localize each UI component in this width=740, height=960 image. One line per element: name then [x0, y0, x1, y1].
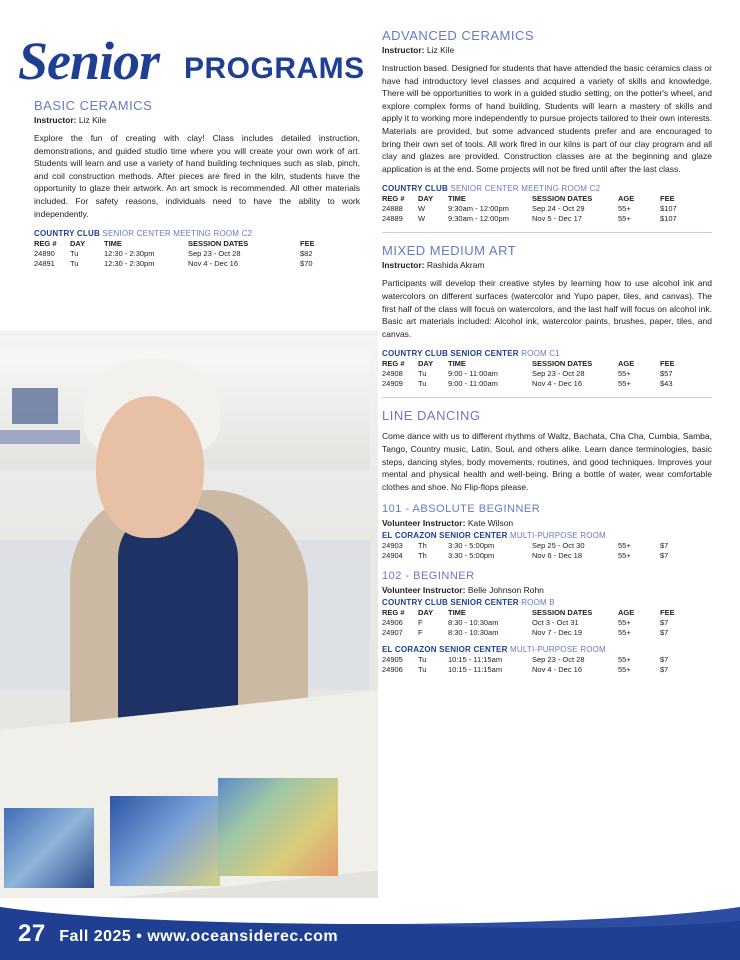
- cell: 24890: [34, 249, 55, 259]
- advanced-ceramics-instructor: [382, 45, 712, 56]
- instructor-label: Instructor:: [382, 45, 425, 55]
- col-reg: REG #: [34, 239, 57, 249]
- table-row: [382, 214, 702, 224]
- cell: 24906: [382, 618, 403, 628]
- location-name: COUNTRY CLUB: [382, 184, 448, 194]
- cell: $43: [660, 379, 673, 389]
- instructor-name: Liz Kile: [78, 115, 107, 125]
- cell: $57: [660, 369, 673, 379]
- location-name: COUNTRY CLUB SENIOR CENTER: [382, 349, 519, 359]
- table-row: [382, 379, 702, 389]
- watercolor-painting: [4, 808, 94, 888]
- cell: 55+: [618, 618, 631, 628]
- col-time: TIME: [104, 239, 122, 249]
- cell: 24903: [382, 541, 403, 551]
- cell: Nov 7 - Dec 19: [532, 628, 583, 638]
- basic-ceramics-description: Explore the fun of creating with clay! Class includes detailed instruction, demonstrations, and guided studio time where you will create your own work of art. Students will learn and use a variety of hand building techniques such as slab, pinch, and coil construction methods. After pieces are fired in the kiln, students have the opportunity to glaze their artwork. An art smock is recommended. All other materials included. For safety reasons, individuals need to have the ability to work independently.: [34, 133, 360, 219]
- footer-caption: Fall 2025 • www.oceansiderec.com: [59, 928, 339, 945]
- right-column: [382, 28, 712, 675]
- cell: 55+: [618, 214, 631, 224]
- mixed-medium-title: MIXED MEDIUM ART: [382, 243, 517, 259]
- col-dates: SESSION DATES: [532, 359, 593, 369]
- cell: 24906: [382, 665, 403, 675]
- table-row: [382, 541, 702, 551]
- cell: Tu: [418, 665, 427, 675]
- cell: $7: [660, 628, 669, 638]
- location-name: EL CORAZON SENIOR CENTER: [382, 645, 508, 655]
- col-age: AGE: [618, 608, 635, 618]
- cell: Th: [418, 551, 427, 561]
- col-time: TIME: [448, 608, 466, 618]
- divider: [382, 397, 712, 398]
- level-101-title: 101 - ABSOLUTE BEGINNER: [382, 503, 541, 516]
- basic-ceramics-schedule: [34, 239, 324, 269]
- page-number: 27: [18, 920, 46, 947]
- col-reg: REG #: [382, 359, 405, 369]
- cell: Oct 3 - Oct 31: [532, 618, 579, 628]
- cell: 24904: [382, 551, 403, 561]
- col-reg: REG #: [382, 194, 405, 204]
- instructor-name: Belle Johnson Rohn: [467, 585, 544, 596]
- cell: 55+: [618, 628, 631, 638]
- location-room: ROOM C1: [521, 349, 560, 359]
- advanced-ceramics-title: ADVANCED CERAMICS: [382, 28, 535, 43]
- cell: $107: [660, 204, 677, 214]
- cell: Sep 25 - Oct 30: [532, 541, 585, 551]
- page-title: [18, 30, 368, 90]
- cell: 8:30 - 10:30am: [448, 628, 499, 638]
- photo-face: [96, 396, 204, 538]
- mixed-medium-instructor: [382, 260, 712, 271]
- cell: 55+: [618, 204, 631, 214]
- instructor-name: Kate Wilson: [467, 518, 514, 529]
- location-room: MULTI-PURPOSE ROOM: [510, 531, 606, 541]
- location-name: EL CORAZON SENIOR CENTER: [382, 531, 508, 541]
- level-102-schedule-2: [382, 655, 702, 675]
- cell: 10:15 - 11:15am: [448, 655, 503, 665]
- cell: $70: [300, 259, 313, 269]
- col-time: TIME: [448, 359, 466, 369]
- basic-ceramics-location: [34, 228, 360, 239]
- instructor-name: Liz Kile: [426, 45, 455, 55]
- cell: Nov 6 - Dec 18: [532, 551, 583, 561]
- photo-detail: [12, 388, 58, 424]
- title-script: Senior: [18, 31, 160, 91]
- cell: 55+: [618, 369, 631, 379]
- instructor-label: Instructor:: [382, 260, 425, 271]
- mixed-medium-schedule: [382, 359, 702, 389]
- level-102-location-2: [382, 644, 712, 655]
- table-row: [382, 204, 702, 214]
- cell: 55+: [618, 655, 631, 665]
- cell: Nov 4 - Dec 16: [532, 379, 583, 389]
- table-header: [34, 239, 324, 249]
- cell: Sep 23 - Oct 28: [188, 249, 241, 259]
- table-row: [34, 249, 324, 259]
- cell: $7: [660, 655, 669, 665]
- table-header: [382, 608, 702, 618]
- cell: $107: [660, 214, 677, 224]
- advanced-ceramics-description: Instruction based. Designed for students that have attended the basic ceramics class or have had introductory level classes and acquired a variety of skills and knowledge. There will be opportunities to work in a guided studio setting, on the potter's wheel, and explore complex forms of hand building. Students will learn a mastery of skills and apply it to working more independently to pursue projects tailored to their own interests. Materials are provided, but some advanced students prefer and are encouraged to bring their own set of tools. All work fired in our kilns is part of our clay program and all clay and glazes are provided. Construction classes are at the beginning and glaze application is at the end. Some projects will not be fired until after the last class.: [382, 63, 712, 174]
- level-102-location: [382, 597, 712, 608]
- cell: Tu: [418, 655, 427, 665]
- cell: 9:30am - 12:00pm: [448, 204, 509, 214]
- col-reg: REG #: [382, 608, 405, 618]
- cell: 8:30 - 10:30am: [448, 618, 499, 628]
- cell: Nov 4 - Dec 16: [188, 259, 239, 269]
- col-dates: SESSION DATES: [532, 194, 593, 204]
- senior-photo: [0, 330, 378, 910]
- table-header: [382, 359, 702, 369]
- col-time: TIME: [448, 194, 466, 204]
- cell: Sep 23 - Oct 28: [532, 369, 585, 379]
- location-room: MULTI-PURPOSE ROOM: [510, 645, 606, 655]
- cell: 9:00 - 11:00am: [448, 369, 498, 379]
- cell: W: [418, 204, 426, 214]
- col-fee: FEE: [660, 359, 675, 369]
- col-dates: SESSION DATES: [188, 239, 249, 249]
- col-day: DAY: [70, 239, 86, 249]
- table-row: [382, 369, 702, 379]
- basic-ceramics-title: BASIC CERAMICS: [34, 98, 153, 113]
- cell: $82: [300, 249, 313, 259]
- cell: Tu: [418, 379, 427, 389]
- cell: 10:15 - 11:15am: [448, 665, 503, 675]
- cell: 24907: [382, 628, 403, 638]
- cell: 24909: [382, 379, 403, 389]
- page-footer: [0, 898, 740, 960]
- cell: 12:30 - 2:30pm: [104, 259, 155, 269]
- cell: Tu: [418, 369, 427, 379]
- table-row: [382, 628, 702, 638]
- cell: 3:30 - 5:00pm: [448, 541, 495, 551]
- cell: 9:30am - 12:00pm: [448, 214, 509, 224]
- col-age: AGE: [618, 194, 635, 204]
- cell: $7: [660, 618, 669, 628]
- cell: 55+: [618, 665, 631, 675]
- col-fee: FEE: [660, 608, 675, 618]
- col-age: AGE: [618, 359, 635, 369]
- advanced-ceramics-location: [382, 183, 712, 194]
- cell: Tu: [70, 249, 79, 259]
- table-row: [34, 259, 324, 269]
- table-row: [382, 655, 702, 665]
- instructor-name: Rashida Akram: [426, 260, 485, 271]
- table-row: [382, 551, 702, 561]
- line-dancing-title: LINE DANCING: [382, 408, 481, 424]
- location-room: SENIOR CENTER MEETING ROOM C2: [450, 184, 601, 194]
- cell: Nov 5 - Dec 17: [532, 214, 583, 224]
- cell: 24889: [382, 214, 403, 224]
- instructor-label: Volunteer Instructor:: [382, 585, 466, 596]
- instructor-label: Instructor:: [34, 115, 77, 125]
- watercolor-painting: [110, 796, 220, 886]
- table-row: [382, 665, 702, 675]
- level-101-instructor: [382, 518, 712, 529]
- level-102-schedule: [382, 608, 702, 638]
- level-102-instructor: [382, 585, 712, 596]
- location-room: ROOM B: [521, 598, 555, 608]
- col-fee: FEE: [300, 239, 315, 249]
- mixed-medium-description: Participants will develop their creative styles by learning how to use alcohol ink and watercolors on different surfaces (watercolor and Yupo paper, tiles, and canvas). The first half of the class will focus on watercolors, and the last half will focus on alcohol ink. Basic art materials included: Alcohol ink, watercolor paints, brushes, paper, tiles, and canvas.: [382, 278, 712, 339]
- location-room: SENIOR CENTER MEETING ROOM C2: [102, 229, 253, 239]
- divider: [382, 232, 712, 233]
- level-102-title: 102 - BEGINNER: [382, 570, 475, 583]
- watercolor-painting: [218, 778, 338, 876]
- cell: Sep 23 - Oct 28: [532, 655, 585, 665]
- cell: Nov 4 - Dec 16: [532, 665, 583, 675]
- cell: 24905: [382, 655, 403, 665]
- line-dancing-description: Come dance with us to different rhythms of Waltz, Bachata, Cha Cha, Cumbia, Samba, Tango, Country music, Latin, Soul, and others alike. Learn dance terminologies, basic steps, dancing styles, body movements, routines, and good techniques. Improves your mental and physical health and well-being. Bring a bottle of water, wear comfortable clothes and shoe. No Flip-flops please.: [382, 431, 712, 492]
- col-day: DAY: [418, 608, 434, 618]
- cell: 24891: [34, 259, 55, 269]
- cell: Th: [418, 541, 427, 551]
- location-name: COUNTRY CLUB: [34, 229, 100, 239]
- cell: Tu: [70, 259, 79, 269]
- col-day: DAY: [418, 194, 434, 204]
- instructor-label: Volunteer Instructor:: [382, 518, 466, 529]
- col-dates: SESSION DATES: [532, 608, 593, 618]
- table-row: [382, 618, 702, 628]
- level-101-location: [382, 530, 712, 541]
- cell: $7: [660, 551, 669, 561]
- col-day: DAY: [418, 359, 434, 369]
- cell: Sep 24 - Oct 29: [532, 204, 585, 214]
- advanced-ceramics-schedule: [382, 194, 702, 224]
- photo-detail: [0, 430, 80, 444]
- cell: F: [418, 618, 423, 628]
- left-column: [34, 98, 360, 269]
- location-name: COUNTRY CLUB SENIOR CENTER: [382, 598, 519, 608]
- title-programs: PROGRAMS: [184, 52, 365, 85]
- cell: 55+: [618, 541, 631, 551]
- table-header: [382, 194, 702, 204]
- mixed-medium-location: [382, 348, 712, 359]
- footer-text: [18, 920, 338, 948]
- cell: W: [418, 214, 426, 224]
- cell: $7: [660, 665, 669, 675]
- col-fee: FEE: [660, 194, 675, 204]
- level-101-schedule: [382, 541, 702, 561]
- cell: 55+: [618, 551, 631, 561]
- cell: 9:00 - 11:00am: [448, 379, 498, 389]
- cell: 24888: [382, 204, 403, 214]
- cell: 3:30 - 5:00pm: [448, 551, 495, 561]
- cell: F: [418, 628, 423, 638]
- cell: 24908: [382, 369, 403, 379]
- cell: 55+: [618, 379, 631, 389]
- cell: 12:30 - 2:30pm: [104, 249, 155, 259]
- basic-ceramics-instructor: [34, 115, 360, 126]
- cell: $7: [660, 541, 669, 551]
